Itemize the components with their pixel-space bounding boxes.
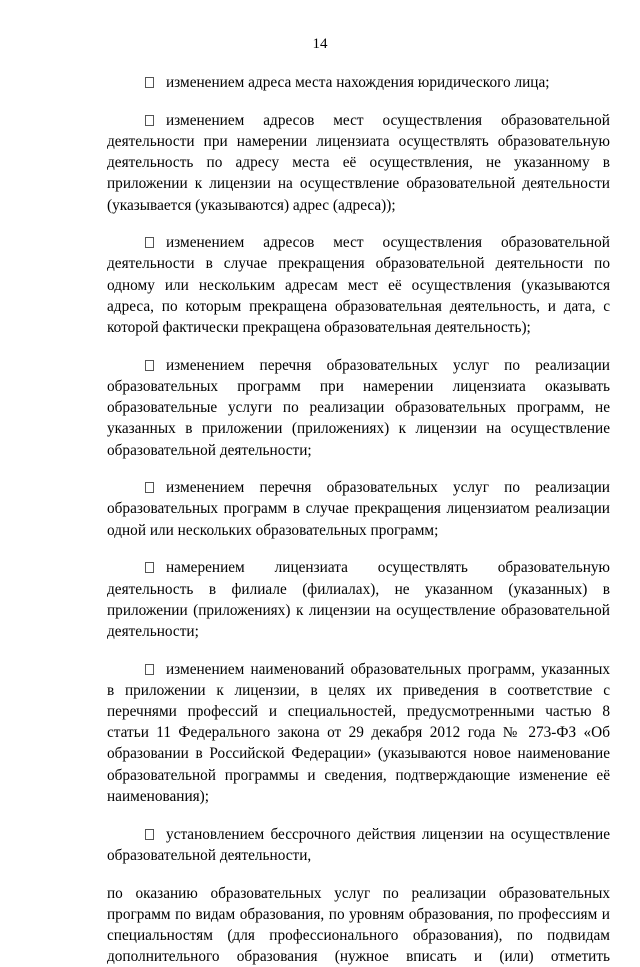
checkbox-bullet-icon — [145, 562, 154, 573]
list-item-branch — [107, 557, 610, 642]
paragraph-services-description — [107, 883, 610, 967]
paragraph-text: изменением адресов мест осуществления образовательной деятельности при намерении лицензиата осуществлять образовательную деятельность по адресу места её осуществления, не указанному в приложении к лицензии на осуществление образовательной деятельности (указывается (указываются) адрес (адреса)); — [107, 112, 610, 214]
checkbox-bullet-icon — [145, 482, 154, 493]
checkbox-bullet-icon — [145, 829, 154, 840]
list-item-new-address — [107, 110, 610, 216]
checkbox-bullet-icon — [145, 77, 154, 88]
paragraph-text: установлением бессрочного действия лицензии на осуществление образовательной деятельности, — [107, 826, 610, 864]
list-item-add-services — [107, 355, 610, 461]
list-item-legal-address — [107, 72, 610, 93]
list-item-program-names — [107, 659, 610, 807]
paragraph-text: намерением лицензиата осуществлять образовательную деятельность в филиале (филиалах), не указанном (указанных) в приложении (приложениях) к лицензии на осуществление образовательной деятельности; — [107, 559, 610, 640]
checkbox-bullet-icon — [145, 115, 154, 126]
checkbox-bullet-icon — [145, 360, 154, 371]
list-item-indefinite-license — [107, 824, 610, 866]
document-body — [107, 72, 610, 967]
paragraph-text: изменением адресов мест осуществления образовательной деятельности в случае прекращения образовательной деятельности по одному или нескольким адресам мест её осуществления (указываются адреса, по которым прекращена образовательная деятельность, и дата, с которой фактически прекращена образовательная деятельность); — [107, 234, 610, 336]
list-item-stop-services — [107, 477, 610, 541]
checkbox-bullet-icon — [145, 237, 154, 248]
checkbox-bullet-icon — [145, 664, 154, 675]
paragraph-text: изменением наименований образовательных программ, указанных в приложении к лицензии, в целях их приведения в соответствие с перечнями профессий и специальностей, предусмотренными частью 8 статьи 11 Федерального закона от 29 декабря 2012 года № 273-ФЗ «Об образовании в Российской Федерации» (указываются новое наименование образовательной программы и сведения, подтверждающие изменение её наименования); — [107, 661, 610, 805]
paragraph-text: по оказанию образовательных услуг по реализации образовательных программ по видам образования, по уровням образования, по профессиям и специальностям (для профессионального образования), по подвидам дополнительного образования (нужное вписать и (или) отметить — [107, 885, 610, 966]
paragraph-text: изменением перечня образовательных услуг по реализации образовательных программ при намерении лицензиата оказывать образовательные услуги по реализации образовательных программ, не указанных в приложении (приложениях) к лицензии на осуществление образовательной деятельности; — [107, 357, 610, 459]
paragraph-text: изменением перечня образовательных услуг по реализации образовательных программ в случае прекращения лицензиатом реализации одной или нескольких образовательных программ; — [107, 479, 610, 538]
paragraph-text: изменением адреса места нахождения юридического лица; — [166, 74, 550, 91]
page-number: 14 — [0, 36, 640, 53]
list-item-closed-address — [107, 232, 610, 338]
